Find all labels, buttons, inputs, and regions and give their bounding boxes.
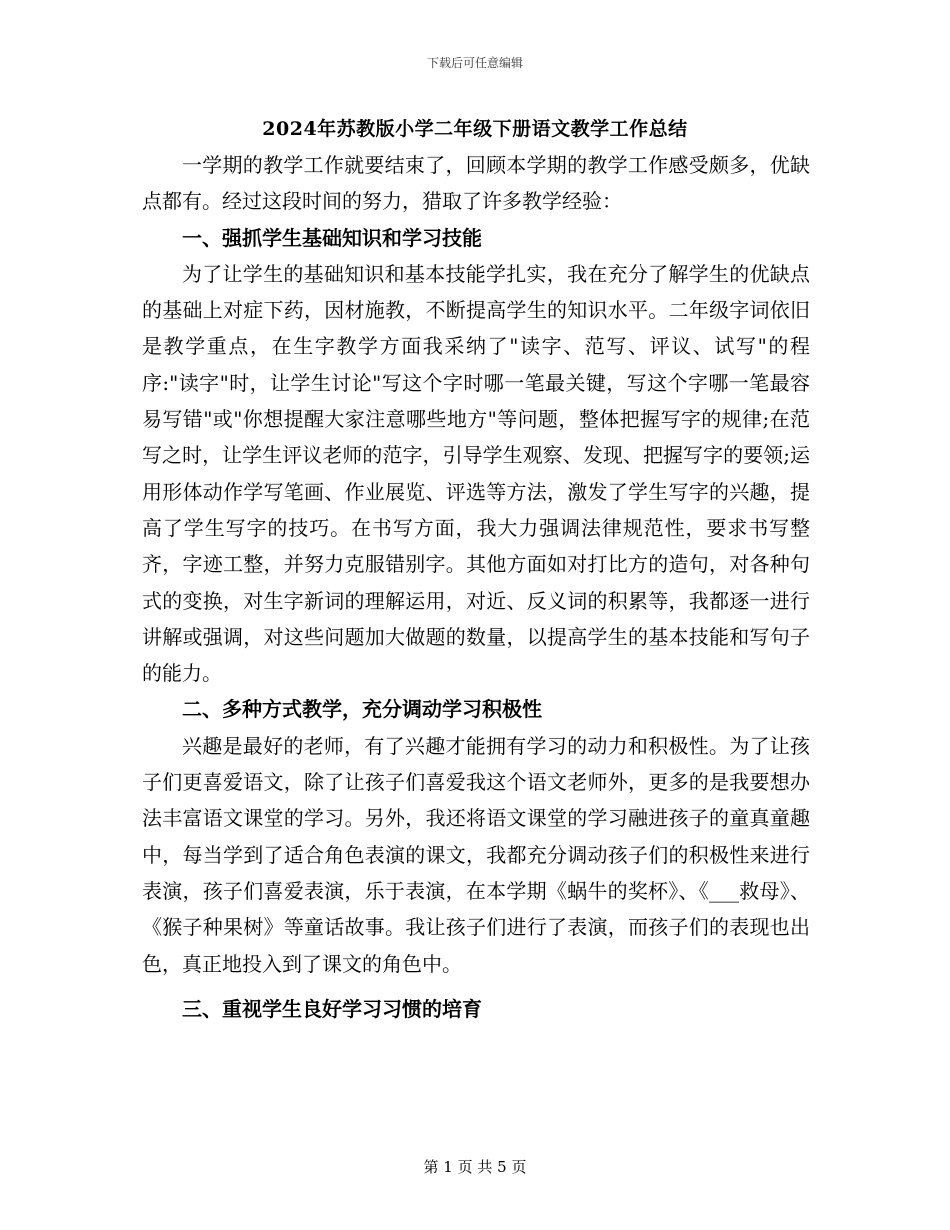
document-title: 2024年苏教版小学二年级下册语文教学工作总结 xyxy=(262,118,688,140)
section-body-2: 兴趣是最好的老师，有了兴趣才能拥有学习的动力和积极性。为了让孩子们更喜爱语文，除了让孩子们喜爱我这个语文老师外，更多的是我要想办法丰富语文课堂的学习。另外，我还将语文课堂的学习融进孩子的童真童趣中，每当学到了适合角色表演的课文，我都充分调动孩子们的积极性来进行表演，孩子们喜爱表演，乐于表演，在本学期《蜗牛的奖杯》、《___救母》、《猴子种果树》等童话故事。我让孩子们进行了表演，而孩子们的表现也出色，真正地投入到了课文的角色中。 xyxy=(142,733,810,976)
document-body xyxy=(142,147,810,1027)
section-body-1: 为了让学生的基础知识和基本技能学扎实，我在充分了解学生的优缺点的基础上对症下药，因材施教，不断提高学生的知识水平。二年级字词依旧是教学重点，在生字教学方面我采纳了"读字、范写、评议、试写"的程序:"读字"时，让学生讨论"写这个字时哪一笔最关键，写这个字哪一笔最容易写错"或"你想提醒大家注意哪些地方"等问题，整体把握写字的规律;在范写之时，让学生评议老师的范字，引导学生观察、发现、把握写字的要领;运用形体动作学写笔画、作业展览、评选等方法，激发了学生写字的兴趣，提高了学生写字的技巧。在书写方面，我大力强调法律规范性，要求书写整齐，字迹工整，并努力克服错别字。其他方面如对打比方的造句，对各种句式的变换，对生字新词的理解运用，对近、反义词的积累等，我都逐一进行讲解或强调，对这些问题加大做题的数量，以提高学生的基本技能和写句子的能力。 xyxy=(142,261,810,686)
section-heading-2: 二、多种方式教学，充分调动学习积极性 xyxy=(182,697,542,722)
section-heading-3: 三、重视学生良好学习习惯的培育 xyxy=(182,996,482,1021)
section-heading-1: 一、强抓学生基础知识和学习技能 xyxy=(182,225,482,250)
intro-paragraph: 一学期的教学工作就要结束了，回顾本学期的教学工作感受颇多，优缺点都有。经过这段时间的努力，猎取了许多教学经验： xyxy=(142,153,810,214)
header-note: 下载后可任意编辑 xyxy=(426,56,523,70)
page-number: 第 1 页 共 5 页 xyxy=(423,1158,527,1176)
